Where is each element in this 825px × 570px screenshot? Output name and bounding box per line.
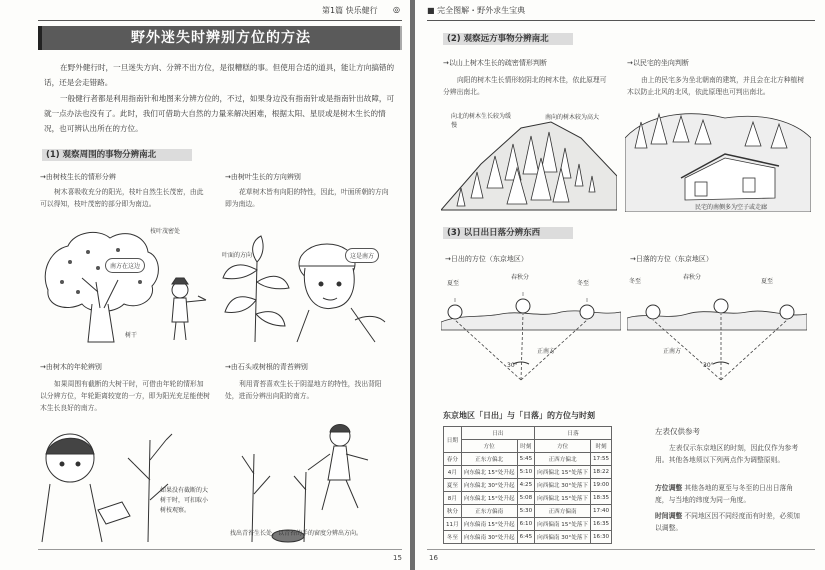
sunset-diagram xyxy=(627,268,807,392)
sub-time: 时刻 xyxy=(517,440,535,453)
table-cell: 春分 xyxy=(444,453,462,466)
plant-illustration xyxy=(215,222,400,344)
table-cell: 19:00 xyxy=(591,479,612,492)
section-heading-2: (2) 观察远方事物分辨南北 xyxy=(447,32,549,44)
reference-item-direction-label: 方位调整 xyxy=(655,484,683,492)
subheading-house: →以民宅的坐向判断 xyxy=(627,59,689,67)
subheading-moss: →由石头或树根的青苔辨别 xyxy=(225,363,308,371)
table-cell: 4:25 xyxy=(517,479,535,492)
label-winter-solstice-rise: 冬至 xyxy=(577,280,590,287)
label-due-south-rise: 正南方 xyxy=(537,348,556,355)
table-row xyxy=(444,453,612,466)
label-winter-solstice-set: 冬至 xyxy=(629,278,642,285)
subheading-sunrise: →日出的方位（东京地区） xyxy=(445,255,528,263)
section-heading-1: (1) 观察周围的事物分辨南北 xyxy=(46,148,156,160)
header-rule xyxy=(38,20,402,21)
footer-rule xyxy=(38,549,402,550)
sunrise-diagram xyxy=(441,268,621,392)
footer-rule xyxy=(427,549,815,550)
label-due-south-set: 正南方 xyxy=(663,348,682,355)
table-cell: 向东偏北 15°处升起 xyxy=(461,492,517,505)
header-circle-icon: ◎ xyxy=(393,5,400,14)
label-equinox-set: 春秋分 xyxy=(683,274,702,281)
speech-bubble-south: 南方在这边 xyxy=(105,258,145,273)
table-cell: 向东偏南 30°处升起 xyxy=(461,531,517,544)
table-cell: 16:30 xyxy=(591,531,612,544)
reference-item-time-label: 时间调整 xyxy=(655,512,683,520)
section-heading-3: (3) 以日出日落分辨东西 xyxy=(447,226,540,238)
label-summer-solstice-set: 夏至 xyxy=(761,278,774,285)
left-page xyxy=(0,0,410,570)
reference-item-direction: 方位调整 其他各地的夏至与冬至的日出日落角度，与当地的纬度为同一角度。 xyxy=(655,484,794,504)
table-cell: 正东方偏北 xyxy=(461,453,517,466)
table-title: 东京地区「日出」与「日落」的方位与时刻 xyxy=(443,411,595,420)
sunrise-sunset-table xyxy=(443,426,612,544)
table-cell: 向东偏北 15°处升起 xyxy=(461,466,517,479)
caption-moss: 找出青苔生长处，以青苔的手的窗度分辨出方向。 xyxy=(230,530,363,537)
table-row xyxy=(444,492,612,505)
table-cell: 夏至 xyxy=(444,479,462,492)
table-row xyxy=(444,518,612,531)
table-row xyxy=(444,531,612,544)
page-number: 15 xyxy=(393,554,402,562)
label-angle-rise: 30° xyxy=(507,362,518,369)
sub-direction: 方位 xyxy=(535,440,591,453)
table-cell: 向西偏北 30°处落下 xyxy=(535,479,591,492)
sub-direction: 方位 xyxy=(461,440,517,453)
table-cell: 11月 xyxy=(444,518,462,531)
table-cell: 6:10 xyxy=(517,518,535,531)
header-square-icon: ■ xyxy=(427,6,435,15)
col-date: 日期 xyxy=(444,427,462,453)
house-illustration xyxy=(625,108,811,212)
page-title: 野外迷失时辨别方位的方法 xyxy=(38,26,402,50)
label-south-trees: 南向的树木较为高大 xyxy=(545,114,600,121)
table-subheader-row xyxy=(444,440,612,453)
reference-body: 左表仅示东京地区的时刻，因此仅作为参考用。其他各地须以下列两点作为调整原则。 xyxy=(655,444,799,464)
label-trunk: 树干 xyxy=(125,332,138,339)
label-dense-foliage: 枝叶茂密处 xyxy=(150,228,181,235)
table-cell: 向西偏北 15°处落下 xyxy=(535,492,591,505)
sub-time: 时刻 xyxy=(591,440,612,453)
subheading-sunset: →日落的方位（东京地区） xyxy=(630,255,713,263)
body-tree-rings: 如果周围有截断的大树干时，可借由年轮的情形加以分辨方位，年轮距离较宽的一方，即为阳光充足能使树木生长良好的南方。 xyxy=(40,380,210,412)
col-sunrise: 日出 xyxy=(461,427,534,440)
table-cell: 6:45 xyxy=(517,531,535,544)
table-cell: 秋分 xyxy=(444,505,462,518)
table-cell: 向西偏南 30°处落下 xyxy=(535,531,591,544)
reference-heading: 左表仅供参考 xyxy=(655,427,700,436)
subheading-mountain: →以山上树木生长的疏密情形判断 xyxy=(443,59,547,67)
label-angle-set: 30° xyxy=(703,362,714,369)
table-cell: 向西偏北 15°处落下 xyxy=(535,466,591,479)
intro-paragraph-1: 在野外健行时，一旦迷失方向、分辨不出方位，是很糟糕的事。但使用合适的道具，能让方向搞错的话，还是会走错路。 xyxy=(44,63,395,87)
table-cell: 4月 xyxy=(444,466,462,479)
label-equinox-rise: 春秋分 xyxy=(511,274,530,281)
table-cell: 5:30 xyxy=(517,505,535,518)
subheading-leaves: →由树叶生长的方向辨别 xyxy=(225,173,301,181)
page-number: 16 xyxy=(429,554,438,562)
body-branches: 树木喜吸收充分的阳光，枝叶自然生长茂密，由此可以得知，枝叶茂密的部分即为南边。 xyxy=(40,188,204,208)
right-page xyxy=(415,0,825,570)
running-header: ■ 完全图解・野外求生宝典 xyxy=(427,6,526,15)
subheading-branches: →由树枝生长的情形分辨 xyxy=(40,173,116,181)
label-summer-solstice-rise: 夏至 xyxy=(447,280,460,287)
table-cell: 18:22 xyxy=(591,466,612,479)
label-house-south: 民宅的南侧多为空子或走廊 xyxy=(695,204,768,211)
table-cell: 正西方偏南 xyxy=(535,505,591,518)
body-mountain: 向阳的树木生长情形较阴北的树木佳，依此原理可分辨出南北。 xyxy=(443,76,607,96)
table-cell: 向西偏南 15°处落下 xyxy=(535,518,591,531)
table-row xyxy=(444,505,612,518)
table-cell: 8月 xyxy=(444,492,462,505)
table-cell: 冬至 xyxy=(444,531,462,544)
running-header: 第1篇 快乐健行 xyxy=(322,6,378,15)
col-sunset: 日落 xyxy=(535,427,612,440)
label-north-trees: 向北的树木生长较为缓慢 xyxy=(451,113,512,129)
table-cell: 17:55 xyxy=(591,453,612,466)
speech-bubble-this-is-south: 这是南方 xyxy=(345,248,379,263)
rings-moss-illustration xyxy=(38,420,398,545)
table-row xyxy=(444,479,612,492)
reference-item-time: 时间调整 不同地区因不同经度而有时差，必须加以调整。 xyxy=(655,512,800,532)
body-leaves: 花草树木皆有向阳的特性，因此，叶面所朝的方向即为南边。 xyxy=(225,188,389,208)
table-cell: 正东方偏南 xyxy=(461,505,517,518)
table-cell: 向东偏南 15°处升起 xyxy=(461,518,517,531)
label-leaf-direction: 叶面的方向 xyxy=(222,252,253,259)
subheading-tree-rings: →由树木的年轮辨别 xyxy=(40,363,102,371)
table-cell: 5:08 xyxy=(517,492,535,505)
table-cell: 5:10 xyxy=(517,466,535,479)
body-house: 由上的民宅多为坐北朝南的建筑，并且会在北方种植树木以防止北风的北风，依此原理也可判出南北。 xyxy=(627,76,805,96)
table-cell: 5:45 xyxy=(517,453,535,466)
table-cell: 向东偏北 30°处升起 xyxy=(461,479,517,492)
table-cell: 16:35 xyxy=(591,518,612,531)
table-cell: 正西方偏北 xyxy=(535,453,591,466)
table-header-row xyxy=(444,427,612,440)
tree-illustration xyxy=(38,222,210,344)
header-rule xyxy=(427,20,815,21)
intro-paragraph-2: 一般健行者都是利用指南针和地图来分辨方位的，不过，如果身边没有指南针或是指南针出故障，可就一点办法也没有了。此时，我们可借助大自然的力量来解决困难，根据太阳、星辰或是树木生长的情况，也可辨认出所在的方位。 xyxy=(44,94,395,133)
body-moss: 利用青苔喜欢生长于阴湿地方的特性，找出背阳处，进而分辨出向阳的南方。 xyxy=(225,380,382,400)
table-cell: 17:40 xyxy=(591,505,612,518)
table-cell: 18:35 xyxy=(591,492,612,505)
table-row xyxy=(444,466,612,479)
caption-small-branches: 如果没有截断的大树干时，可扣取小树枝观察。 xyxy=(160,487,209,514)
